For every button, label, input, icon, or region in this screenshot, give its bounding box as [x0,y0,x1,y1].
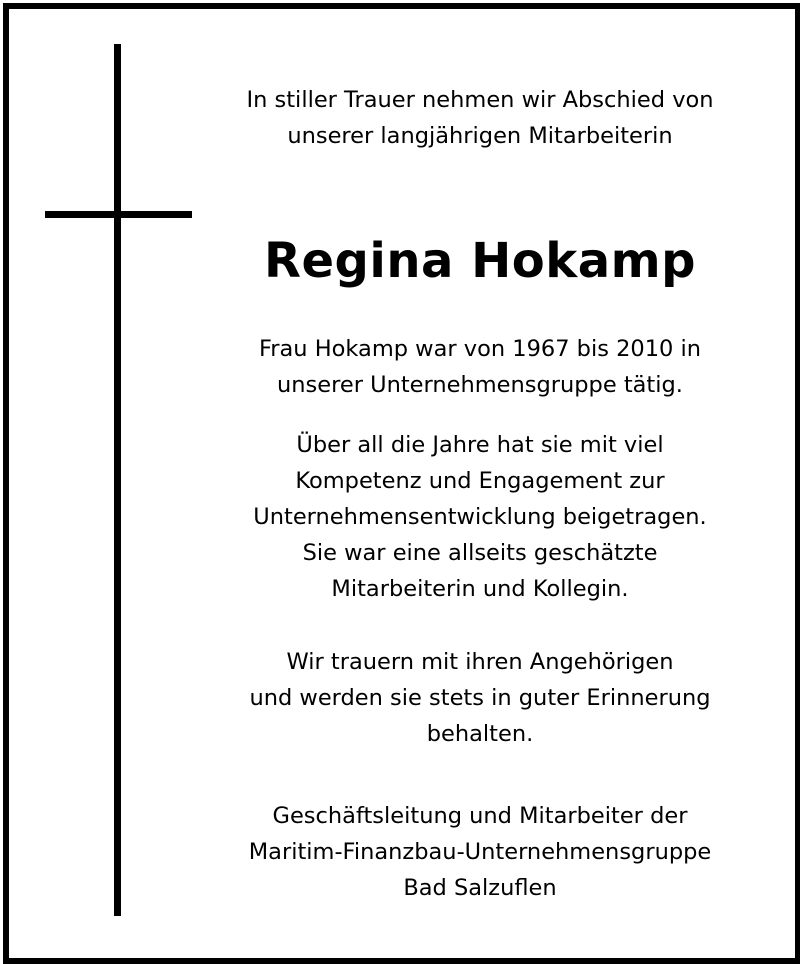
signature-line: Geschäftsleitung und Mitarbeiter der [272,803,688,829]
paragraph-line: Frau Hokamp war von 1967 bis 2010 in [258,336,702,362]
paragraph-line: Wir trauern mit ihren Angehörigen [286,649,674,675]
cross-horizontal-bar [45,211,192,218]
signature-block [200,798,760,906]
paragraph-line: behalten. [426,721,534,747]
paragraph-line: Kompetenz und Engagement zur [295,468,665,494]
paragraph-line: unserer Unternehmensgruppe tätig. [277,372,683,398]
signature-line: Bad Salzuflen [403,875,557,901]
tribute-paragraph [200,427,760,607]
paragraph-line: und werden sie stets in guter Erinnerung [249,685,711,711]
deceased-name: Regina Hokamp [264,233,696,289]
intro-line: In stiller Trauer nehmen wir Abschied von [246,87,714,113]
paragraph-line: Unternehmensentwicklung beigetragen. [253,504,707,530]
mourning-paragraph [200,644,760,752]
cross-vertical-bar [114,44,121,916]
intro-line: unserer langjährigen Mitarbeiterin [287,123,673,149]
signature-line: Maritim-Finanzbau-Unternehmensgruppe [248,839,712,865]
employment-paragraph [200,331,760,403]
paragraph-line: Sie war eine allseits geschätzte [302,540,658,566]
paragraph-line: Über all die Jahre hat sie mit viel [296,432,664,458]
paragraph-line: Mitarbeiterin und Kollegin. [331,576,629,602]
intro-text [200,82,760,154]
